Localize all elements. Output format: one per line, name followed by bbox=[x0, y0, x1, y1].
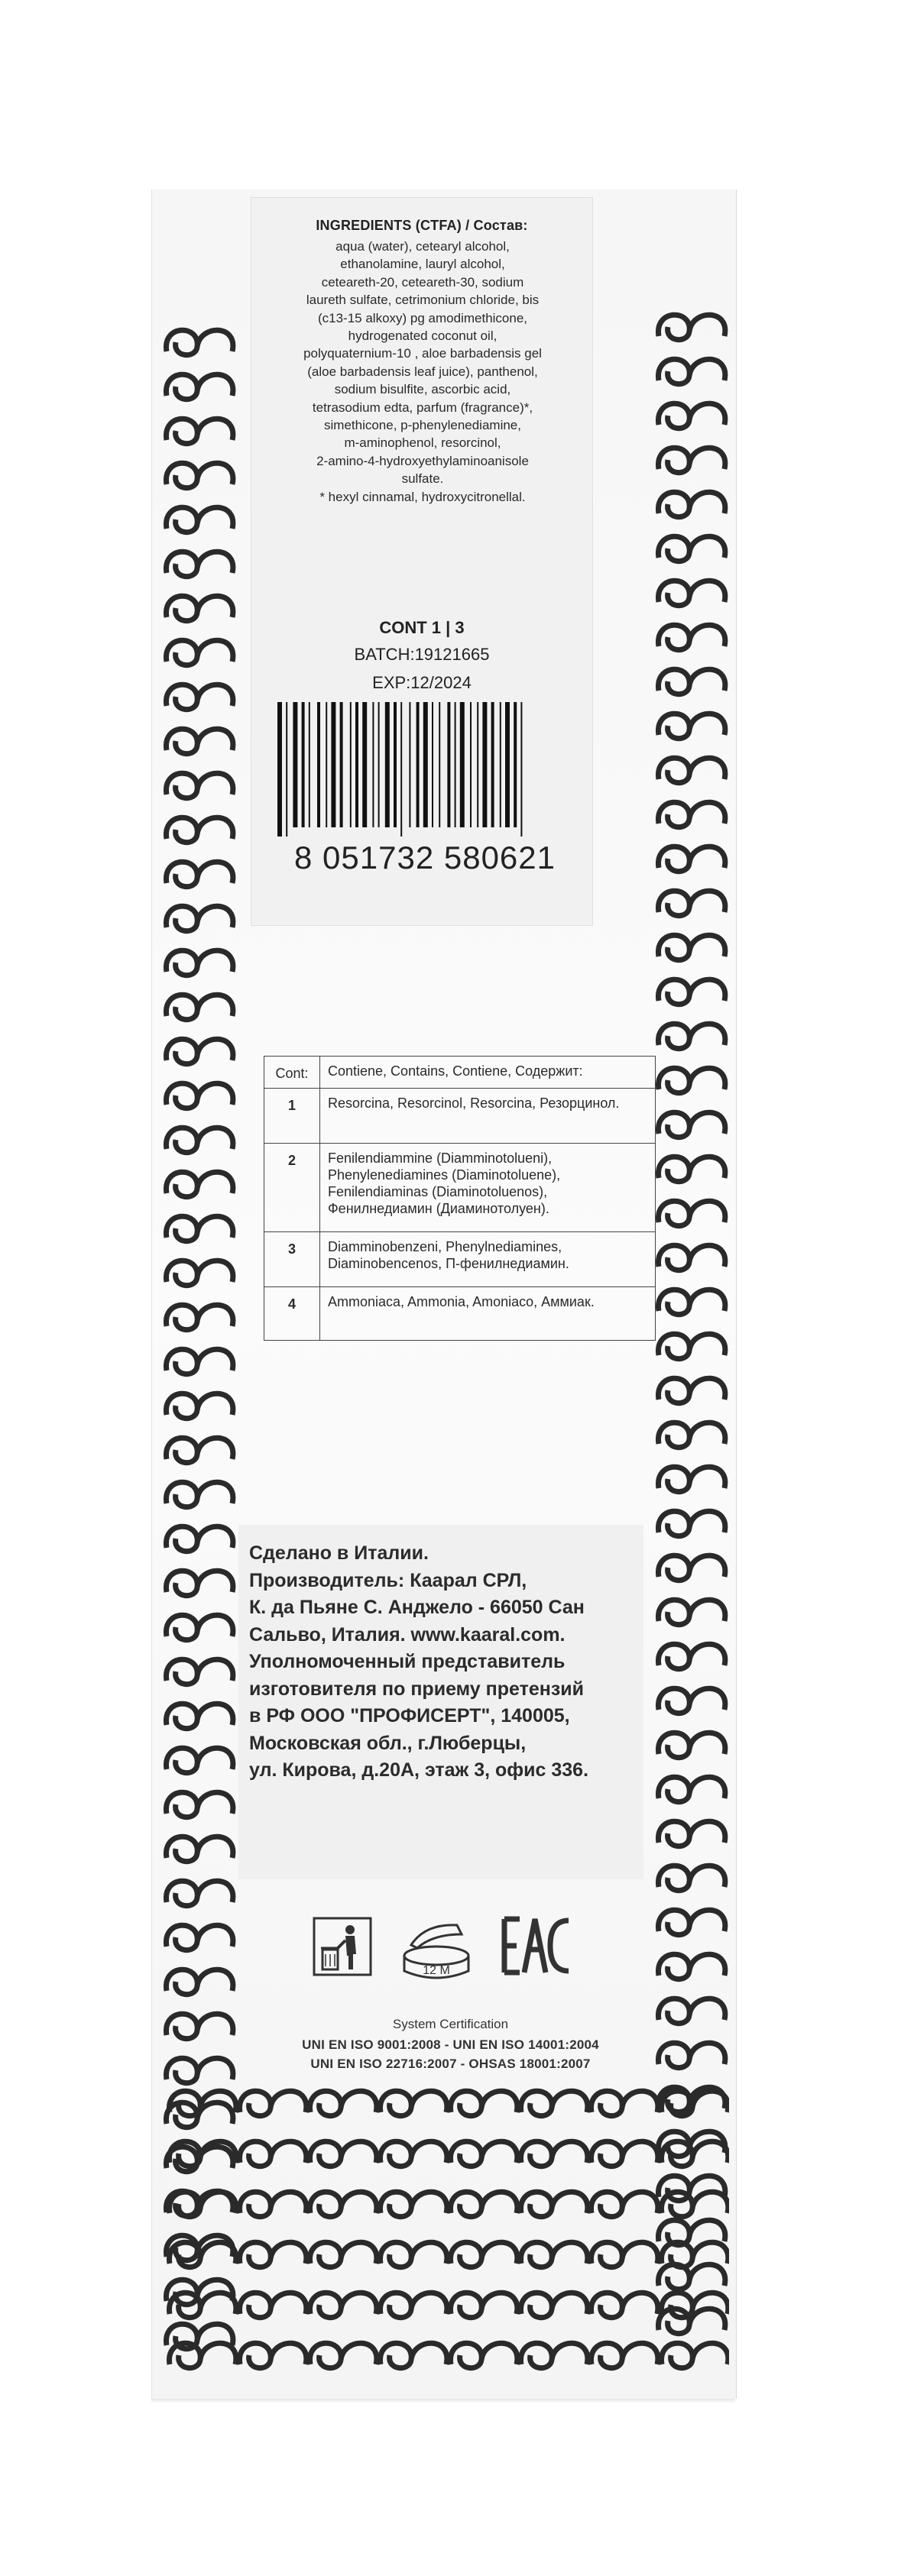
loop-motif bbox=[166, 1704, 232, 1728]
barcode-bar bbox=[416, 702, 420, 827]
manufacturer-line: ул. Кирова, д.20А, этаж 3, офис 336. bbox=[249, 1759, 589, 1781]
barcode-bar bbox=[470, 702, 472, 827]
loop-motif bbox=[166, 684, 232, 709]
barcode-bar bbox=[460, 702, 465, 827]
table-row bbox=[264, 1287, 656, 1341]
loop-motif bbox=[166, 1881, 232, 1905]
barcode-bar bbox=[482, 702, 487, 827]
loop-motif bbox=[166, 1571, 232, 1595]
ingredients-line: (aloe barbadensis leaf juice), panthenol, bbox=[307, 364, 538, 379]
loop-motif bbox=[166, 1260, 232, 1285]
loop-motif bbox=[658, 448, 724, 472]
loop-motif bbox=[591, 2293, 657, 2317]
ingredients-line: 2-amino-4-hydroxyethylaminoanisole bbox=[316, 453, 529, 468]
loop-motif bbox=[658, 802, 724, 827]
ingredients-line: hydrogenated coconut oil, bbox=[348, 328, 497, 344]
barcode-bar bbox=[317, 702, 320, 827]
loop-motif bbox=[166, 640, 232, 665]
loop-motif bbox=[450, 2091, 517, 2115]
ingredients-line: sodium bisulfite, ascorbic acid, bbox=[334, 382, 511, 397]
loop-motif bbox=[658, 1290, 724, 1314]
barcode-bar bbox=[447, 702, 450, 827]
ingredients-sticker bbox=[251, 197, 593, 926]
barcode-bar bbox=[355, 702, 358, 827]
barcode-bar bbox=[372, 702, 374, 827]
loop-motif bbox=[166, 1748, 232, 1772]
loop-motif bbox=[450, 2343, 517, 2367]
loop-motif bbox=[380, 2343, 446, 2367]
barcode-bar bbox=[394, 702, 397, 827]
loop-motif bbox=[658, 403, 724, 428]
loop-motif bbox=[169, 2343, 235, 2367]
eac-label: EAC bbox=[500, 1914, 502, 1915]
loop-motif bbox=[166, 729, 232, 753]
loop-motif bbox=[310, 2192, 376, 2216]
loop-motif bbox=[520, 2293, 587, 2317]
ingredients-line: (c13-15 alkoxy) pg amodimethicone, bbox=[317, 310, 528, 325]
loop-motif bbox=[658, 1112, 724, 1137]
loop-motif bbox=[310, 2091, 376, 2115]
table-row bbox=[264, 1089, 656, 1144]
table-cell-num: 4 bbox=[264, 1287, 320, 1341]
loop-motif bbox=[658, 935, 724, 960]
ingredients-line: aqua (water), cetearyl alcohol, bbox=[335, 239, 510, 254]
barcode-bar bbox=[477, 702, 478, 827]
eac-mark-icon bbox=[500, 1914, 573, 1977]
barcode-bar bbox=[439, 702, 440, 827]
loop-motif bbox=[658, 1422, 724, 1447]
loop-motif bbox=[658, 315, 724, 339]
barcode-bar bbox=[326, 702, 327, 827]
loop-motif bbox=[380, 2242, 446, 2267]
loop-motif bbox=[166, 995, 232, 1019]
loop-motif bbox=[658, 1245, 724, 1270]
ingredients-line: * hexyl cinnamal, hydroxycitronellal. bbox=[319, 489, 526, 504]
loop-motif bbox=[658, 891, 724, 915]
loop-motif bbox=[166, 374, 232, 399]
loop-motif bbox=[658, 1201, 724, 1225]
barcode-bar bbox=[385, 702, 390, 827]
ingredients-line: sulfate. bbox=[401, 471, 444, 487]
manufacturer-sticker bbox=[238, 1525, 643, 1879]
bottom-loop-pattern bbox=[164, 2074, 729, 2395]
barcode-bar bbox=[455, 702, 456, 827]
barcode-digits: 8 051732 580621 bbox=[294, 840, 556, 875]
loop-motif bbox=[658, 536, 724, 561]
manufacturer-line: Сальво, Италия. www.kaaral.com. bbox=[249, 1623, 566, 1646]
period-after-opening-icon bbox=[394, 1908, 478, 1985]
loop-motif bbox=[166, 552, 232, 576]
barcode-bar bbox=[277, 702, 282, 837]
manufacturer-info bbox=[249, 1540, 636, 1785]
loop-motif bbox=[166, 596, 232, 620]
loop-motif bbox=[166, 419, 232, 443]
loop-motif bbox=[591, 2192, 657, 2216]
loop-motif bbox=[166, 1083, 232, 1108]
loop-motif bbox=[658, 581, 724, 605]
manufacturer-line: изготовителя по приему претензий bbox=[249, 1678, 585, 1700]
manufacturer-line: Сделано в Италии. bbox=[249, 1542, 429, 1564]
loop-motif bbox=[380, 2192, 446, 2216]
loop-motif bbox=[450, 2242, 517, 2267]
loop-motif bbox=[661, 2242, 728, 2267]
loop-motif bbox=[658, 758, 724, 782]
loop-motif bbox=[658, 846, 724, 871]
loop-motif bbox=[169, 2091, 235, 2115]
loop-motif bbox=[310, 2242, 376, 2267]
manufacturer-line: Производитель: Каарал СРЛ, bbox=[249, 1569, 527, 1591]
barcode bbox=[274, 702, 572, 840]
loop-motif bbox=[166, 1526, 232, 1551]
barcode-bar bbox=[500, 702, 501, 827]
barcode-bar bbox=[520, 702, 522, 837]
loop-motif bbox=[658, 1733, 724, 1757]
table-cell-desc: Diamminobenzeni, Phenylnediamines, Diaminobencenos, П-фенилнедиамин. bbox=[320, 1232, 656, 1287]
ingredients-line: tetrasodium edta, parfum (fragrance)*, bbox=[312, 400, 533, 415]
loop-motif bbox=[520, 2091, 587, 2115]
loop-motif bbox=[166, 906, 232, 930]
table-cell-num: 3 bbox=[264, 1232, 320, 1287]
table-cell-desc: Ammoniaca, Ammonia, Amoniaco, Аммиак. bbox=[320, 1287, 656, 1341]
table-header-desc: Contiene, Contains, Contiene, Содержит: bbox=[320, 1057, 656, 1089]
barcode-bar bbox=[400, 702, 402, 837]
barcode-bar bbox=[362, 702, 367, 827]
barcode-bar bbox=[505, 702, 510, 827]
loop-motif bbox=[166, 1837, 232, 1861]
barcode-bar bbox=[491, 702, 494, 827]
dispose-properly-icon bbox=[312, 1916, 373, 1977]
loop-motif bbox=[658, 669, 724, 694]
package-shadow bbox=[151, 2399, 735, 2403]
loop-motif bbox=[658, 714, 724, 738]
loop-motif bbox=[166, 950, 232, 975]
loop-motif bbox=[661, 2192, 728, 2216]
loop-motif bbox=[166, 330, 232, 354]
loop-motif bbox=[166, 1925, 232, 1950]
table-header-row bbox=[264, 1057, 656, 1089]
loop-motif bbox=[658, 1954, 724, 1979]
loop-motif bbox=[658, 1068, 724, 1092]
symbols-row bbox=[312, 1908, 587, 2000]
loop-motif bbox=[166, 1615, 232, 1639]
loop-motif bbox=[239, 2091, 306, 2115]
barcode-bar bbox=[409, 702, 410, 827]
table-row bbox=[264, 1232, 656, 1287]
loop-motif bbox=[658, 1777, 724, 1801]
table-cell-desc: Fenilendiammine (Diamminotolueni), Phenylenediamines (Diaminotoluene), Fenilendiaminas (Diaminotoluenos), Фенилнедиамин (Диаминотолуен). bbox=[320, 1144, 656, 1232]
barcode-bar bbox=[309, 702, 310, 827]
contents-table bbox=[264, 1056, 656, 1341]
loop-motif bbox=[658, 1866, 724, 1890]
loop-motif bbox=[166, 1792, 232, 1817]
cont-number: CONT 1 | 3 bbox=[379, 618, 465, 637]
loop-motif bbox=[591, 2242, 657, 2267]
loop-motif bbox=[166, 1039, 232, 1063]
loop-motif bbox=[591, 2343, 657, 2367]
loop-motif bbox=[658, 492, 724, 516]
loop-motif bbox=[520, 2242, 587, 2267]
loop-motif bbox=[380, 2091, 446, 2115]
loop-motif bbox=[661, 2141, 728, 2166]
loop-motif bbox=[658, 1467, 724, 1491]
loop-motif bbox=[169, 2293, 235, 2317]
loop-motif bbox=[166, 507, 232, 532]
certification-title: System Certification bbox=[392, 2017, 509, 2031]
loop-motif bbox=[239, 2343, 306, 2367]
loop-motif bbox=[166, 1393, 232, 1418]
loop-motif bbox=[591, 2091, 657, 2115]
barcode-bar bbox=[378, 702, 380, 827]
table-row bbox=[264, 1144, 656, 1232]
barcode-bar bbox=[302, 702, 305, 827]
loop-motif bbox=[166, 1969, 232, 1994]
loop-motif bbox=[166, 817, 232, 842]
loop-motif bbox=[591, 2141, 657, 2166]
barcode-bar bbox=[350, 702, 352, 827]
barcode-bar bbox=[514, 702, 517, 827]
pao-label: 12 M bbox=[423, 1964, 450, 1977]
loop-motif bbox=[661, 2343, 728, 2367]
loop-motif bbox=[239, 2141, 306, 2166]
loop-motif bbox=[166, 773, 232, 798]
table-cell-desc: Resorcina, Resorcinol, Resorcina, Резорцинол. bbox=[320, 1089, 656, 1144]
loop-motif bbox=[169, 2141, 235, 2166]
ingredients-line: m-aminophenol, resorcinol, bbox=[344, 435, 501, 451]
manufacturer-line: Московская обл., г.Люберцы, bbox=[249, 1732, 527, 1754]
barcode-bar bbox=[331, 702, 335, 827]
loop-motif bbox=[658, 1024, 724, 1048]
loop-motif bbox=[658, 1157, 724, 1181]
loop-motif bbox=[239, 2293, 306, 2317]
loop-motif bbox=[166, 1216, 232, 1241]
loop-motif bbox=[450, 2192, 517, 2216]
loop-motif bbox=[520, 2141, 587, 2166]
loop-motif bbox=[661, 2091, 728, 2115]
loop-motif bbox=[658, 1555, 724, 1580]
ingredients-line: laureth sulfate, cetrimonium chloride, bis bbox=[306, 293, 540, 308]
barcode-bar bbox=[293, 702, 297, 827]
loop-motif bbox=[658, 1600, 724, 1624]
manufacturer-line: Уполномоченный представитель bbox=[249, 1651, 566, 1672]
loop-motif bbox=[520, 2192, 587, 2216]
expiry-date: EXP:12/2024 bbox=[372, 673, 472, 692]
barcode-bar bbox=[286, 702, 287, 837]
loop-motif bbox=[169, 2242, 235, 2267]
certification-line-1: UNI EN ISO 9001:2008 - UNI EN ISO 14001:2004 bbox=[302, 2037, 599, 2052]
loop-motif bbox=[380, 2141, 446, 2166]
table-cell-num: 1 bbox=[264, 1089, 320, 1144]
ingredients-line: ceteareth-20, ceteareth-30, sodium bbox=[321, 274, 524, 290]
loop-motif bbox=[450, 2141, 517, 2166]
ingredients-line: simethicone, p-phenylenediamine, bbox=[324, 418, 521, 433]
loop-motif bbox=[166, 1659, 232, 1684]
table-cell-num: 2 bbox=[264, 1144, 320, 1232]
loop-motif bbox=[658, 1821, 724, 1846]
loop-motif bbox=[310, 2141, 376, 2166]
loop-motif bbox=[658, 1378, 724, 1403]
certification-line-2: UNI EN ISO 22716:2007 - OHSAS 18001:2007 bbox=[310, 2057, 591, 2071]
ingredients-line: ethanolamine, lauryl alcohol, bbox=[340, 257, 505, 272]
barcode-bar bbox=[340, 702, 343, 827]
loop-motif bbox=[658, 1511, 724, 1536]
loop-motif bbox=[239, 2192, 306, 2216]
loop-motif bbox=[658, 359, 724, 383]
manufacturer-line: К. да Пьяне С. Анджело - 66050 Сан bbox=[249, 1597, 585, 1618]
loop-motif bbox=[380, 2293, 446, 2317]
loop-motif bbox=[520, 2343, 587, 2367]
ingredients-list bbox=[273, 238, 572, 506]
loop-motif bbox=[166, 463, 232, 487]
loop-motif bbox=[658, 979, 724, 1004]
loop-motif bbox=[239, 2242, 306, 2267]
ingredients-line: polyquaternium-10 , aloe barbadensis gel bbox=[303, 346, 542, 361]
loop-motif bbox=[661, 2293, 728, 2317]
ingredients-title: INGREDIENTS (CTFA) / Состав: bbox=[316, 218, 528, 233]
loop-motif bbox=[166, 1128, 232, 1152]
loop-motif bbox=[166, 1305, 232, 1329]
loop-motif bbox=[658, 625, 724, 649]
loop-motif bbox=[166, 862, 232, 886]
batch-number: BATCH:19121665 bbox=[354, 645, 490, 664]
loop-motif bbox=[658, 1644, 724, 1668]
loop-motif bbox=[310, 2293, 376, 2317]
table-header-num: Cont: bbox=[264, 1057, 320, 1089]
loop-motif bbox=[169, 2192, 235, 2216]
manufacturer-line: в РФ ООО "ПРОФИСЕРТ", 140005, bbox=[249, 1705, 570, 1727]
loop-motif bbox=[658, 1334, 724, 1358]
loop-motif bbox=[166, 1349, 232, 1374]
loop-motif bbox=[166, 1482, 232, 1506]
barcode-bar bbox=[423, 702, 428, 827]
loop-motif bbox=[450, 2293, 517, 2317]
loop-motif bbox=[310, 2343, 376, 2367]
loop-motif bbox=[658, 1910, 724, 1934]
loop-motif bbox=[166, 1438, 232, 1462]
barcode-bar bbox=[432, 702, 433, 827]
loop-motif bbox=[658, 1688, 724, 1713]
loop-motif bbox=[166, 1172, 232, 1196]
